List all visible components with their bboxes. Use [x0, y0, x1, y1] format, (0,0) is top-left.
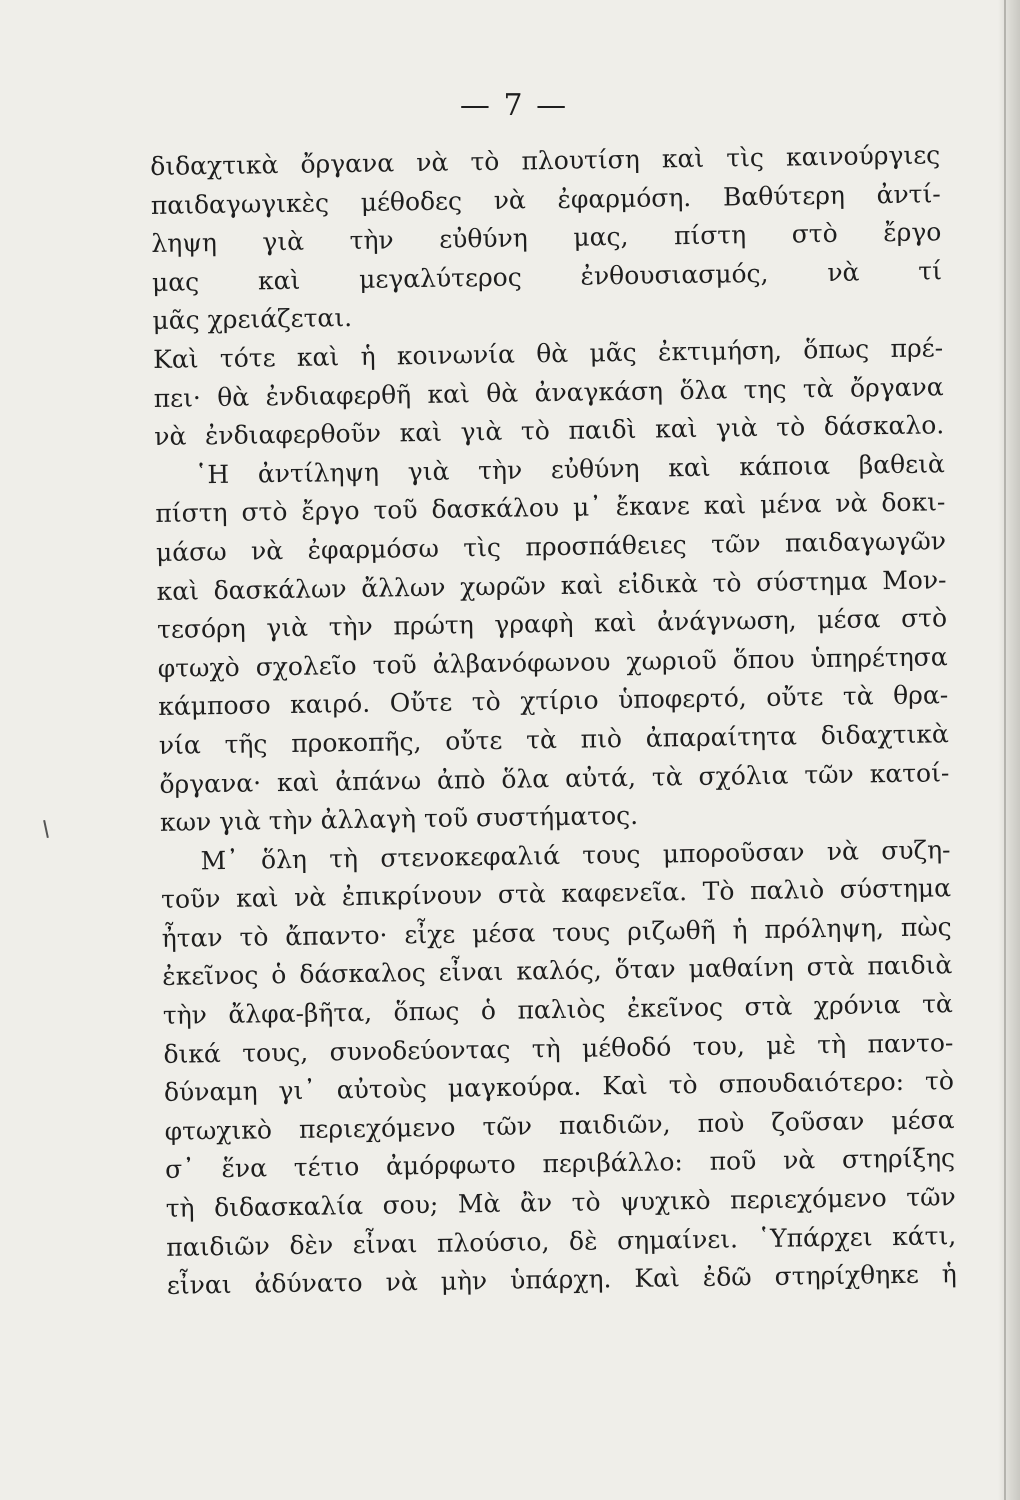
text-line: ἐκεῖνος ὁ δάσκαλος εἶναι καλός, ὅταν μαθαίνη στὰ παιδιὰ [162, 950, 953, 992]
text-line: κάμποσο καιρό. Οὔτε τὸ χτίριο ὑποφερτό, οὔτε τὰ θρα- [158, 680, 949, 722]
text-line: Καὶ τότε καὶ ἡ κοινωνία θὰ μᾶς ἐκτιμήση, ὅπως πρέ- [152, 333, 944, 374]
text-line: σ᾿ ἕνα τέτιο ἀμόρφωτο περιβάλλο: ποῦ νὰ στηρίξης [164, 1143, 956, 1185]
text-line: ληψη γιὰ τὴν εὐθύνη μας, πίστη στὸ ἔργο [151, 217, 942, 259]
page-edge-line [1004, 0, 1006, 1500]
text-line: μάσω νὰ ἐφαρμόσω τὶς προσπάθειες τῶν παιδαγωγῶν [155, 526, 947, 567]
body-text [150, 136, 957, 1305]
text-line: νὰ ἐνδιαφερθοῦν καὶ γιὰ τὸ παιδὶ καὶ γιὰ τὸ δάσκαλο. [154, 410, 945, 452]
text-line: μᾶς χρειάζεται. [152, 303, 353, 336]
text-line: τοῦν καὶ νὰ ἐπικρίνουν στὰ καφενεῖα. Τὸ παλιὸ σύστημα [160, 873, 952, 915]
text-line: πει· θὰ ἐνδιαφερθῆ καὶ θὰ ἀναγκάση ὅλα της τὰ ὄργανα [153, 371, 944, 413]
page-number: — 7 — [459, 88, 569, 123]
text-line: δύναμη γι᾿ αὐτοὺς μαγκούρα. Καὶ τὸ σπουδαιότερο: τὸ [163, 1066, 955, 1108]
text-line: ὄργανα· καὶ ἀπάνω ἀπὸ ὅλα αὐτά, τὰ σχόλια τῶν κατοί- [159, 757, 950, 799]
text-line: δικά τους, συνοδεύοντας τὴ μέθοδό του, μὲ τὴ παντο- [163, 1027, 954, 1069]
margin-mark [43, 820, 49, 838]
text-line: τεσόρη γιὰ τὴν πρώτη γραφὴ καὶ ἀνάγνωση, μέσα στὸ [156, 603, 948, 645]
text-line: Μ᾿ ὅλη τὴ στενοκεφαλιά τους μποροῦσαν νὰ συζη- [200, 834, 951, 876]
text-line: ἦταν τὸ ἄπαντο· εἶχε μέσα τους ριζωθῆ ἡ πρόληψη, πὼς [161, 912, 952, 953]
page-edge-shadow [998, 0, 1020, 1500]
text-line: φτωχὸ σχολεῖο τοῦ ἀλβανόφωνου χωριοῦ ὅπου ὑπηρέτησα [157, 641, 948, 683]
text-line: ῾Η ἀντίληψη γιὰ τὴν εὐθύνη καὶ κάποια βαθειὰ [194, 448, 945, 490]
text-line: διδαχτικὰ ὄργανα νὰ τὸ πλουτίση καὶ τὶς καινούργιες [150, 140, 941, 181]
text-line: φτωχικὸ περιεχόμενο τῶν παιδιῶν, ποὺ ζοῦσαν μέσα [164, 1105, 955, 1146]
text-line: παιδαγωγικὲς μέθοδες νὰ ἐφαρμόση. Βαθύτερη ἀντί- [150, 178, 941, 220]
text-line: τὴν ἄλφα-βῆτα, ὅπως ὁ παλιὸς ἐκεῖνος στὰ χρόνια τὰ [162, 989, 953, 1030]
text-line: τὴ διδασκαλία σου; Μὰ ἂν τὸ ψυχικὸ περιεχόμενο τῶν [165, 1182, 956, 1223]
text-line: πίστη στὸ ἔργο τοῦ δασκάλου μ᾿ ἔκανε καὶ μένα νὰ δοκι- [155, 487, 946, 529]
text-line: κων γιὰ τὴν ἀλλαγὴ τοῦ συστήματος. [159, 800, 639, 838]
text-line: νία τῆς προκοπῆς, οὔτε τὰ πιὸ ἀπαραίτητα διδαχτικὰ [158, 719, 949, 760]
text-line: καὶ δασκάλων ἄλλων χωρῶν καὶ εἰδικὰ τὸ σύστημα Μον- [156, 564, 947, 606]
text-line: μας καὶ μεγαλύτερος ἐνθουσιασμός, νὰ τί [151, 256, 943, 297]
text-line: εἶναι ἀδύνατο νὰ μὴν ὑπάρχη. Καὶ ἐδῶ στηρίχθηκε ἡ [166, 1259, 958, 1301]
text-line: παιδιῶν δὲν εἶναι πλούσιο, δὲ σημαίνει. ῾Υπάρχει κάτι, [166, 1220, 957, 1262]
